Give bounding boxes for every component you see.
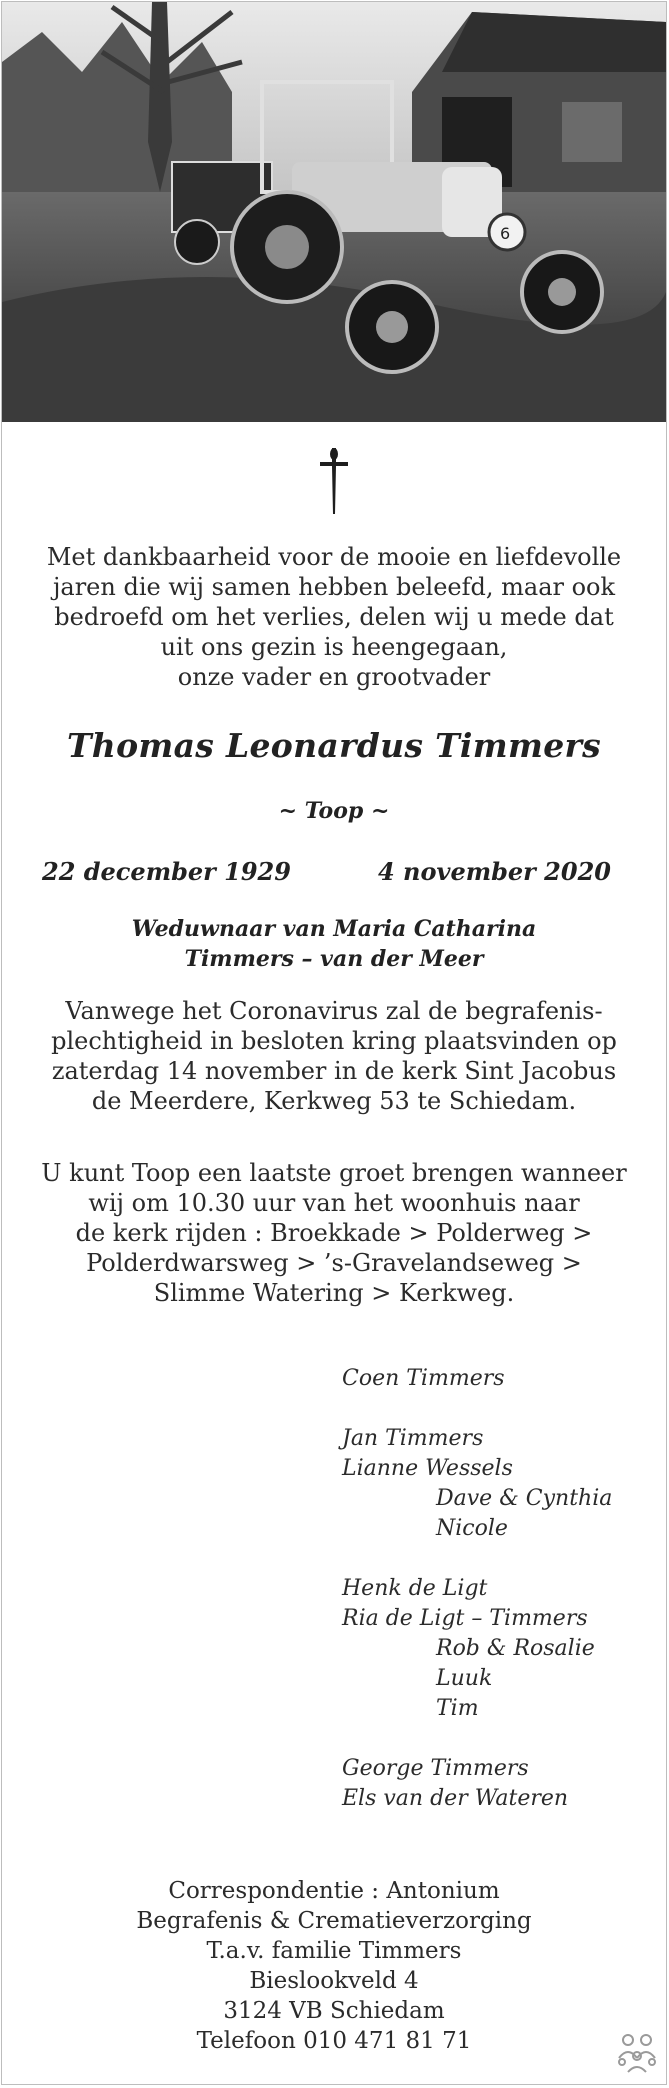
birth-date: 22 december 1929: [42, 857, 291, 886]
funeral-paragraph: [2, 996, 666, 1116]
people-group-icon: [614, 2032, 660, 2080]
paragraph-line: wij om 10.30 uur van het woonhuis naar: [88, 1189, 580, 1217]
paragraph-line: de Meerdere, Kerkweg 53 te Schiedam.: [91, 1087, 577, 1115]
widower-of: [2, 914, 666, 974]
intro-line: jaren die wij samen hebben beleefd, maar ook: [52, 573, 616, 601]
family-member: Coen Timmers: [342, 1366, 505, 1391]
widower-line: Timmers – van der Meer: [184, 946, 484, 972]
tractor-photo: [2, 2, 666, 422]
intro-line: Met dankbaarheid voor de mooie en liefdevolle: [46, 543, 622, 571]
intro-line: bedroefd om het verlies, delen wij u mede dat: [54, 603, 614, 631]
family-member: Lianne Wessels: [342, 1456, 513, 1481]
family-member: George Timmers: [342, 1756, 529, 1781]
family-member: Rob & Rosalie: [436, 1636, 595, 1661]
address-line: T.a.v. familie Timmers: [206, 1938, 462, 1964]
address-line: Bieslookveld 4: [249, 1968, 419, 1994]
dates-row: [2, 857, 666, 889]
family-member: Els van der Wateren: [342, 1786, 569, 1811]
cross-icon: [314, 446, 354, 522]
obituary-card: [1, 1, 667, 2085]
address-line: Correspondentie : Antonium: [168, 1878, 500, 1904]
paragraph-line: de kerk rijden : Broekkade > Polderweg >: [75, 1219, 593, 1247]
family-member: Ria de Ligt – Timmers: [342, 1606, 588, 1631]
intro-line: uit ons gezin is heengegaan,: [160, 633, 508, 661]
family-member: Nicole: [436, 1516, 508, 1541]
family-member: Jan Timmers: [342, 1426, 484, 1451]
paragraph-line: Slimme Watering > Kerkweg.: [153, 1279, 515, 1307]
deceased-nickname: ~ Toop ~: [278, 798, 390, 824]
svg-text:6: 6: [500, 224, 511, 243]
address-line: Telefoon 010 471 81 71: [196, 2028, 472, 2054]
death-date: 4 november 2020: [378, 857, 611, 886]
paragraph-line: zaterdag 14 november in de kerk Sint Jacobus: [51, 1057, 617, 1085]
family-list: [342, 1364, 612, 1814]
paragraph-line: plechtigheid in besloten kring plaatsvinden op: [51, 1027, 617, 1055]
paragraph-line: Vanwege het Coronavirus zal de begrafenis-: [65, 997, 603, 1025]
address-line: 3124 VB Schiedam: [223, 1998, 445, 2024]
route-paragraph: [2, 1158, 666, 1308]
widower-line: Weduwnaar van Maria Catharina: [131, 916, 537, 942]
family-member: Luuk: [436, 1666, 493, 1691]
paragraph-line: U kunt Toop een laatste groet brengen wanneer: [41, 1159, 627, 1187]
paragraph-line: Polderdwarsweg > ’s-Gravelandseweg >: [86, 1249, 582, 1277]
family-member: Henk de Ligt: [342, 1576, 488, 1601]
family-member: Tim: [436, 1696, 479, 1721]
family-member: Dave & Cynthia: [436, 1486, 613, 1511]
correspondence-address: [2, 1876, 666, 2056]
intro-text: [2, 542, 666, 692]
address-line: Begrafenis & Crematieverzorging: [136, 1908, 532, 1934]
deceased-name: Thomas Leonardus Timmers: [66, 726, 602, 765]
intro-line: onze vader en grootvader: [177, 663, 491, 691]
